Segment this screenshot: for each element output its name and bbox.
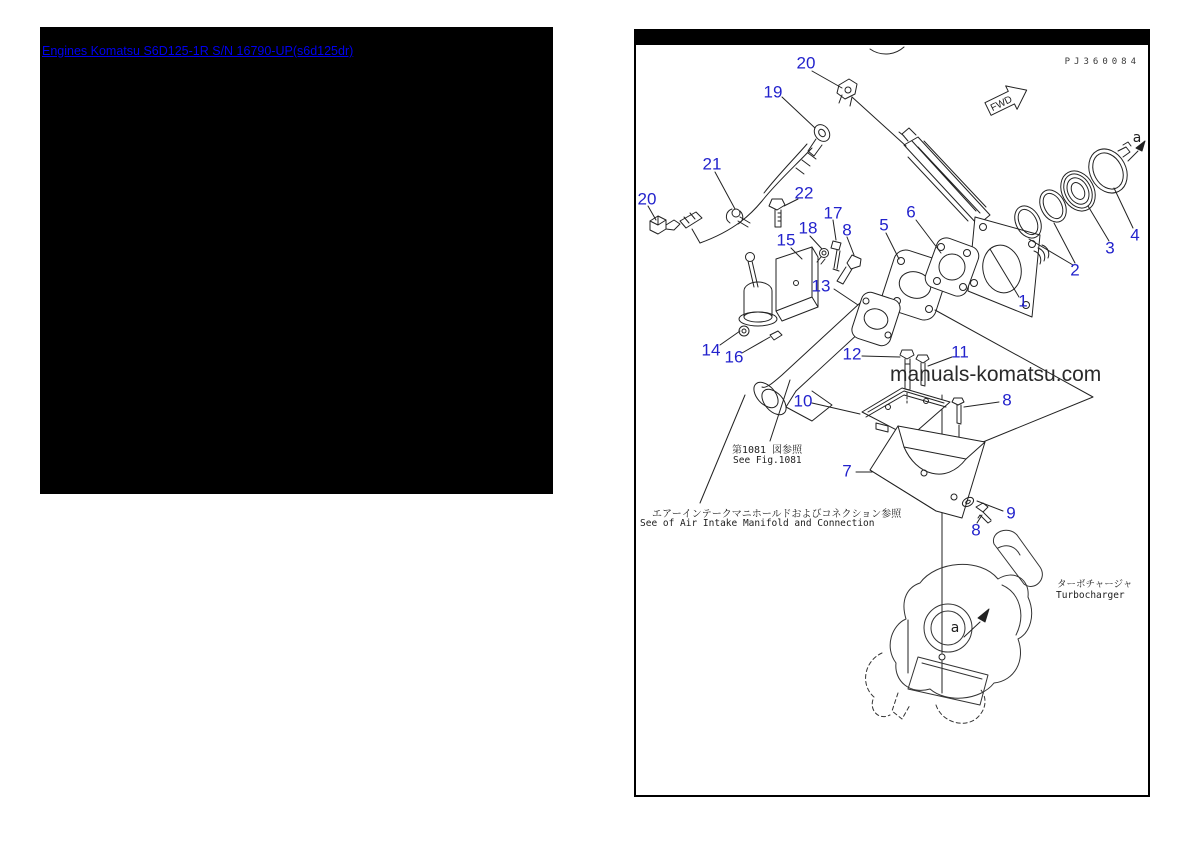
plate-10 [812,388,950,437]
part-label-21: 21 [702,154,722,174]
intake-manifold-note-jp: エアーインテークマニホールドおよびコネクション参照 [652,509,902,520]
intake-manifold-note-en: See of Air Intake Manifold and Connection [640,518,875,529]
breather-valve-14-16 [720,253,782,354]
leader-16 [742,337,770,353]
bolt-22 [769,199,798,227]
part-label-20: 20 [637,189,657,209]
figure-code: PJ360084 [1064,57,1140,67]
leader-21 [715,172,735,209]
leader-4 [1114,188,1133,228]
leader-12 [862,356,900,357]
part-label-18: 18 [798,218,818,238]
view-marker-a: a [1132,130,1142,146]
see-fig-note-en: See Fig.1081 [733,455,802,466]
part-label-8: 8 [1002,390,1012,410]
seal-3 [1054,165,1109,241]
hose-and-fittings-19-20 [692,71,906,243]
leader-20-left [648,206,656,220]
leader-8-right [964,402,999,407]
fwd-label: FWD [988,94,1015,114]
turbocharger-note-en: Turbocharger [1056,590,1125,601]
part-label-17: 17 [823,203,843,223]
part-label-11: 11 [951,342,969,362]
part-label-8: 8 [842,220,852,240]
view-marker-a: a [950,620,960,636]
leader-10 [812,403,860,414]
part-label-5: 5 [879,215,889,235]
leader-14 [720,331,740,345]
part-label-14: 14 [701,340,721,360]
bolt-17 [831,220,841,271]
leader-20-top [812,71,842,88]
part-label-7: 7 [842,461,852,481]
part-label-6: 6 [906,202,916,222]
leader-5 [886,233,899,259]
part-label-3: 3 [1105,238,1115,258]
header-black-panel [40,27,553,494]
leader-22 [784,199,798,206]
part-label-12: 12 [842,344,862,364]
leader-19 [782,97,815,128]
part-label-9: 9 [1006,503,1016,523]
leader-8-top [847,237,854,255]
part-label-4: 4 [1130,225,1140,245]
plate-15 [776,247,818,321]
part-label-19: 19 [763,82,783,102]
view-arrow-bottom [964,609,989,637]
part-label-10: 10 [793,391,813,411]
engine-model-link[interactable]: Engines Komatsu S6D125-1R S/N 16790-UP(s6d125dr) [42,44,354,58]
elbow-20-left-and-adapter [648,206,702,234]
leader-6 [916,220,941,253]
leader-17 [833,220,836,240]
fwd-arrow [982,78,1032,120]
diagram-panel [634,29,1150,797]
leader-13 [834,289,858,305]
part-label-13: 13 [811,276,831,296]
turbocharger-note-jp: ターボチャージャ [1057,579,1133,590]
watermark-text: manuals-komatsu.com [890,363,1102,386]
part-label-2: 2 [1070,260,1080,280]
diagram-content [636,45,1148,795]
turbocharger-sketch [866,530,1043,723]
diagram-line-art [636,45,1148,795]
part-label-1: 1 [1018,291,1028,311]
view-arrow-top [1128,141,1145,161]
part-label-20: 20 [796,53,816,73]
leader-3 [1088,206,1109,241]
top-hose-curve [870,47,904,54]
part-label-16: 16 [724,347,744,367]
part-label-15: 15 [776,230,796,250]
see-fig-note-jp: 第1081 図参照 [732,445,803,456]
part-label-8: 8 [971,520,981,540]
part-label-22: 22 [794,183,814,203]
